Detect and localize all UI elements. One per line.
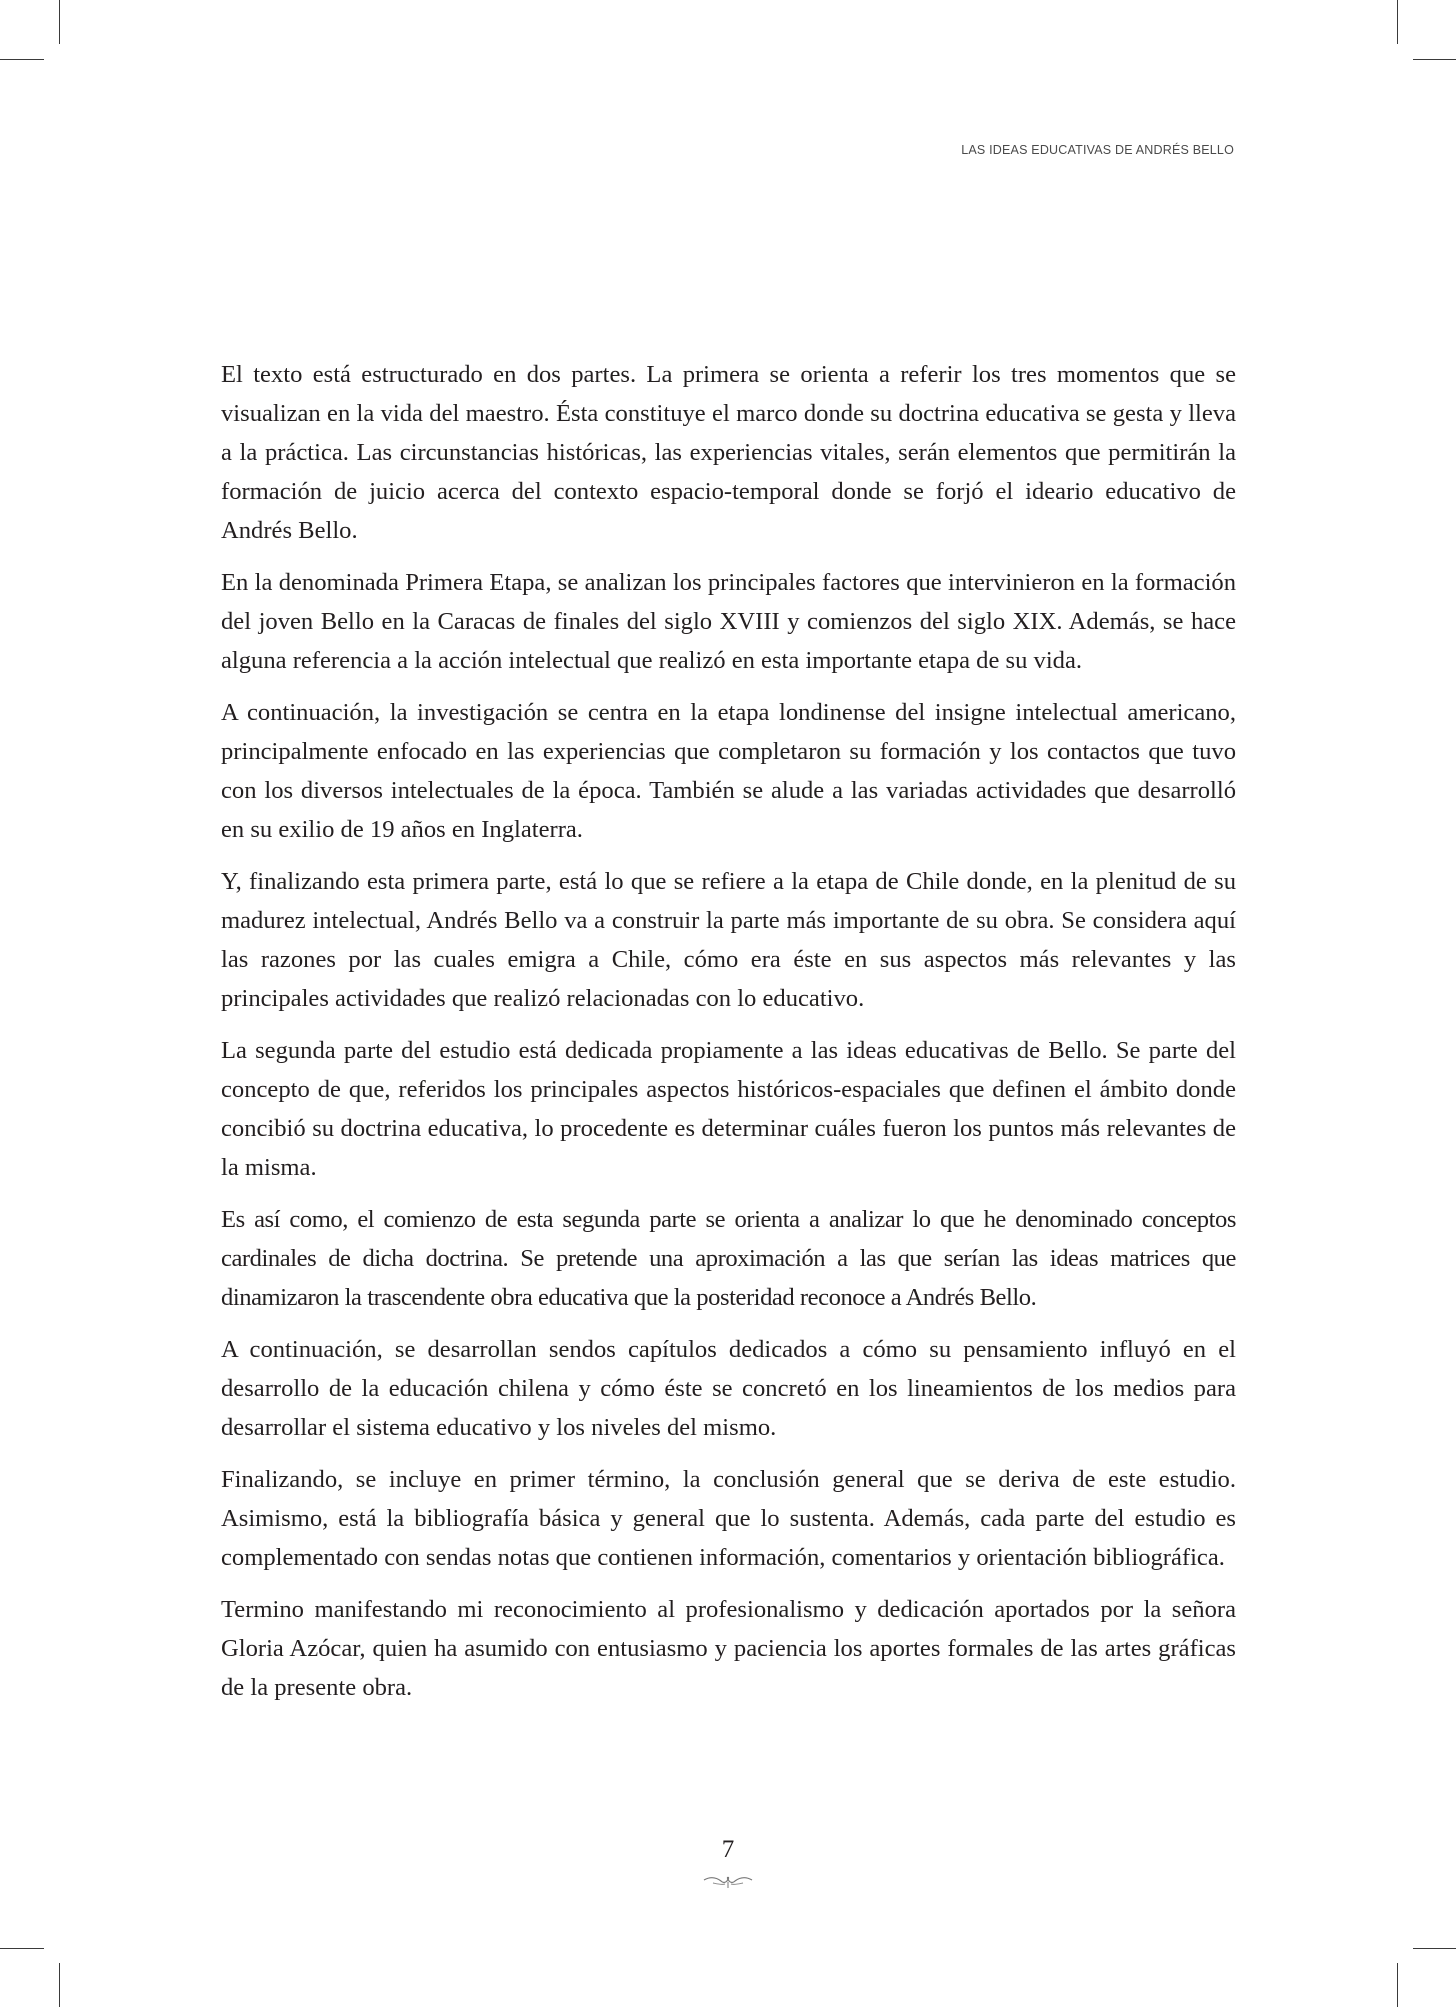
paragraph: El texto está estructurado en dos partes. La primera se orienta a referir los tres momentos que se visualizan en la vida del maestro. Ésta constituye el marco donde su doctrina educativa se gesta y lleva a la práctica. Las circunstancias históricas, las experiencias vitales, serán elementos que permitirán la formación de juicio acerca del contexto espacio-temporal donde se forjó el ideario educativo de Andrés Bello. — [221, 361, 1236, 544]
crop-mark — [0, 1948, 44, 1949]
paragraph: Finalizando, se incluye en primer término, la conclusión general que se deriva de este estudio. Asimismo, está la bibliografía básica y general que lo sustenta. Además, cada parte del estudio es complementado con sendas notas que contienen información, comentarios y orientación bibliográfica. — [221, 1466, 1236, 1571]
paragraph: La segunda parte del estudio está dedicada propiamente a las ideas educativas de Bello. Se parte del concepto de que, referidos los principales aspectos históricos-espaciales que definen el ámbito donde concibió su doctrina educativa, lo procedente es determinar cuáles fueron los puntos más relevantes de la misma. — [221, 1037, 1236, 1181]
paragraph: A continuación, la investigación se centra en la etapa londinense del insigne intelectual americano, principalmente enfocado en las experiencias que completaron su formación y los contactos que tuvo con los diversos intelectuales de la época. También se alude a las variadas actividades que desarrolló en su exilio de 19 años en Inglaterra. — [221, 699, 1236, 843]
crop-mark — [1397, 1963, 1398, 2007]
paragraph: Es así como, el comienzo de esta segunda parte se orienta a analizar lo que he denominado conceptos cardinales de dicha doctrina. Se pretende una aproximación a las que serían las ideas matrices que dinamizaron la trascendente obra educativa que la posteridad reconoce a Andrés Bello. — [221, 1206, 1236, 1311]
running-header: LAS IDEAS EDUCATIVAS DE ANDRÉS BELLO — [961, 143, 1234, 157]
body-text — [221, 355, 1236, 1720]
crop-mark — [0, 59, 44, 60]
paragraph: A continuación, se desarrollan sendos capítulos dedicados a cómo su pensamiento influyó en el desarrollo de la educación chilena y cómo éste se concretó en los lineamientos de los medios para desarrollar el sistema educativo y los niveles del mismo. — [221, 1336, 1236, 1441]
paragraph: Y, finalizando esta primera parte, está lo que se refiere a la etapa de Chile donde, en la plenitud de su madurez intelectual, Andrés Bello va a construir la parte más importante de su obra. Se considera aquí las razones por las cuales emigra a Chile, cómo era éste en sus aspectos más relevantes y las principales actividades que realizó relacionadas con lo educativo. — [221, 868, 1236, 1012]
crop-mark — [1413, 1948, 1456, 1949]
paragraph: Termino manifestando mi reconocimiento al profesionalismo y dedicación aportados por la señora Gloria Azócar, quien ha asumido con entusiasmo y paciencia los aportes formales de las artes gráficas de la presente obra. — [221, 1596, 1236, 1701]
crop-mark — [59, 0, 60, 44]
flourish-ornament-icon — [703, 1875, 753, 1889]
crop-mark — [1413, 59, 1456, 60]
crop-mark — [1397, 0, 1398, 44]
page-number: 7 — [721, 1836, 735, 1863]
paragraph: En la denominada Primera Etapa, se analizan los principales factores que intervinieron en la formación del joven Bello en la Caracas de finales del siglo XVIII y comienzos del siglo XIX. Además, se hace alguna referencia a la acción intelectual que realizó en esta importante etapa de su vida. — [221, 569, 1236, 674]
crop-mark — [59, 1963, 60, 2007]
